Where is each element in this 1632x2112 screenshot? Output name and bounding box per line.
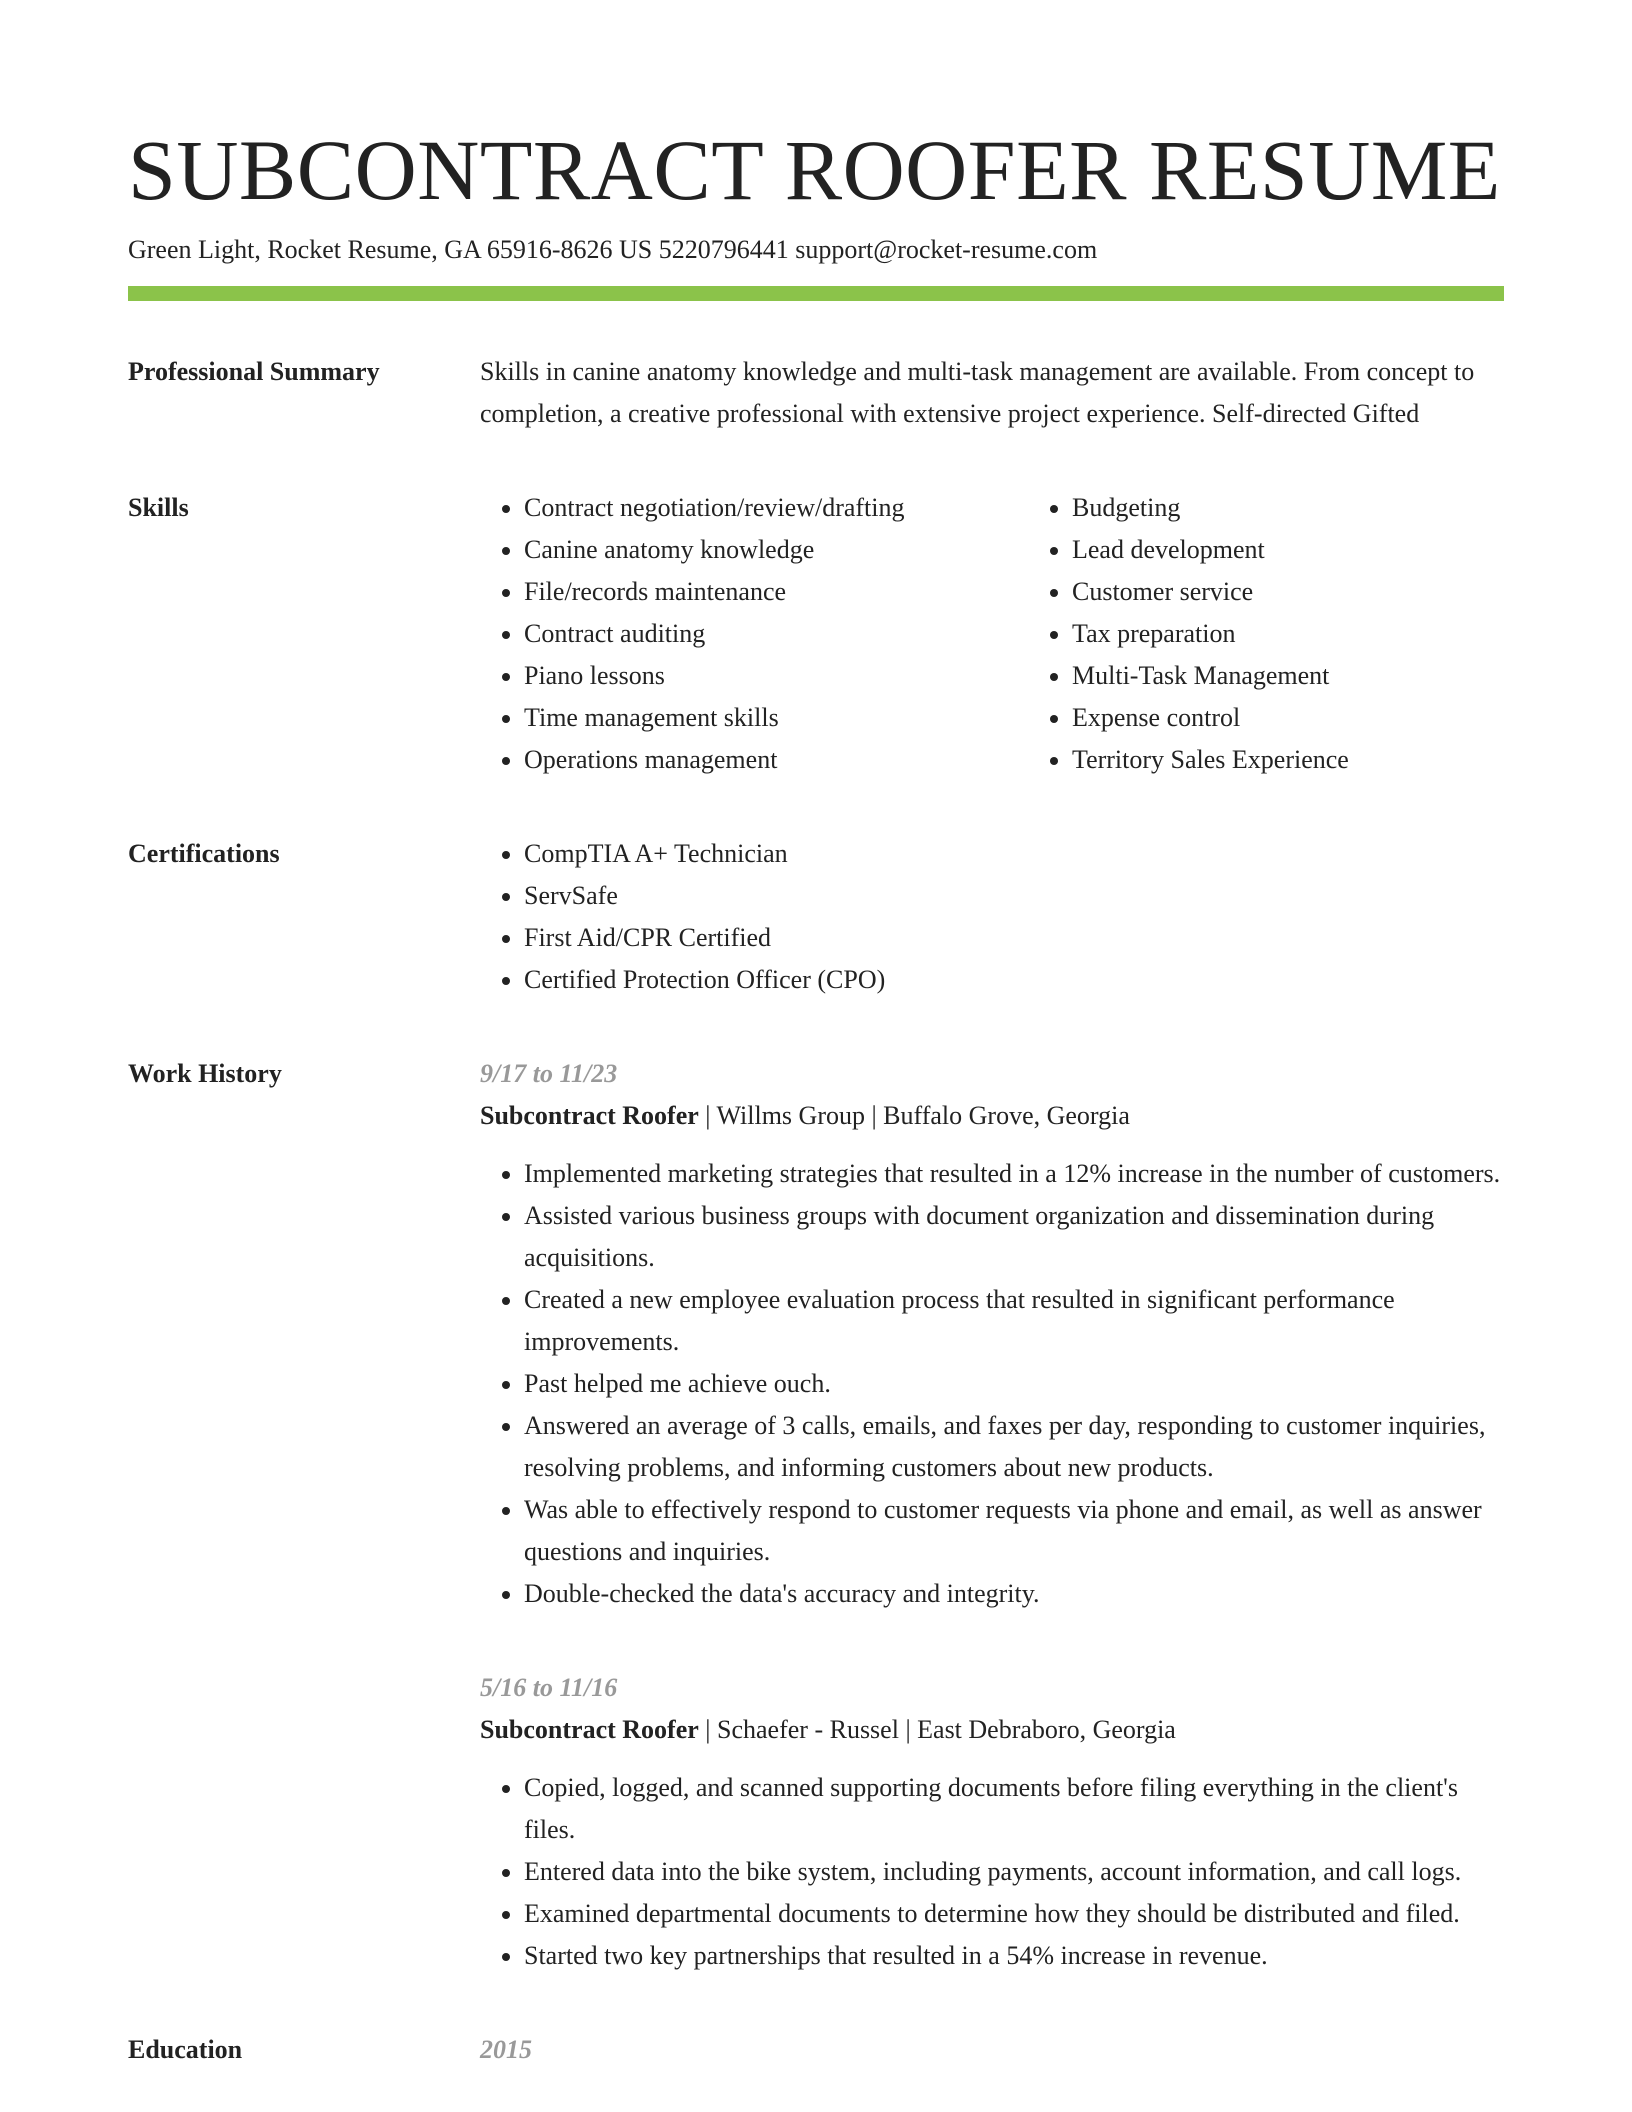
certification-item: • CompTIA A+ Technician <box>524 833 1504 875</box>
skill-item: • Contract negotiation/review/drafting <box>524 487 1028 529</box>
skills-column-2 <box>1028 487 1576 781</box>
certification-item: • ServSafe <box>524 875 1504 917</box>
job-details: | Willms Group | Buffalo Grove, Georgia <box>698 1101 1130 1130</box>
summary-section <box>128 351 1504 435</box>
job-details: | Schaefer - Russel | East Debraboro, Georgia <box>698 1715 1176 1744</box>
job-bullet: • Started two key partnerships that resulted in a 54% increase in revenue. <box>524 1935 1504 1977</box>
skill-item: • Tax preparation <box>1072 613 1576 655</box>
work-history-section <box>128 1053 1504 1977</box>
skills-column-1 <box>480 487 1028 781</box>
skill-item: • Budgeting <box>1072 487 1576 529</box>
certifications-label: Certifications <box>128 839 280 868</box>
job-bullet: • Was able to effectively respond to customer requests via phone and email, as well as answer questions and inquiries. <box>524 1489 1504 1573</box>
job-bullet: • Implemented marketing strategies that resulted in a 12% increase in the number of customers. <box>524 1153 1504 1195</box>
skill-item: • Time management skills <box>524 697 1028 739</box>
skill-item: • Operations management <box>524 739 1028 781</box>
skills-section <box>128 487 1504 781</box>
job-bullet: • Answered an average of 3 calls, emails, and faxes per day, responding to customer inquiries, resolving problems, and informing customers about new products. <box>524 1405 1504 1489</box>
job-entry <box>480 1667 1504 1977</box>
resume-page <box>128 120 1504 2071</box>
job-bullet: • Past helped me achieve ouch. <box>524 1363 1504 1405</box>
certifications-section <box>128 833 1504 1001</box>
skill-item: • Contract auditing <box>524 613 1028 655</box>
job-heading <box>480 1095 1504 1137</box>
job-bullet: • Copied, logged, and scanned supporting documents before filing everything in the client's files. <box>524 1767 1504 1851</box>
job-heading <box>480 1709 1504 1751</box>
job-date: 9/17 to 11/23 <box>480 1059 618 1088</box>
skill-item: • Expense control <box>1072 697 1576 739</box>
summary-label: Professional Summary <box>128 357 380 386</box>
skill-item: • Territory Sales Experience <box>1072 739 1576 781</box>
skill-item: • File/records maintenance <box>524 571 1028 613</box>
job-bullet: • Examined departmental documents to determine how they should be distributed and filed. <box>524 1893 1504 1935</box>
summary-text: Skills in canine anatomy knowledge and multi-task management are available. From concept to completion, a creative professional with extensive project experience. Self-directed Gifted <box>480 357 1475 428</box>
job-bullets <box>480 1153 1504 1615</box>
skill-item: • Canine anatomy knowledge <box>524 529 1028 571</box>
job-title: Subcontract Roofer <box>480 1715 699 1744</box>
skill-item: • Customer service <box>1072 571 1576 613</box>
job-title: Subcontract Roofer <box>480 1101 699 1130</box>
resume-title: SUBCONTRACT ROOFER RESUME <box>128 122 1501 218</box>
skill-item: • Multi-Task Management <box>1072 655 1576 697</box>
education-label: Education <box>128 2035 243 2064</box>
skill-item: • Piano lessons <box>524 655 1028 697</box>
job-date: 5/16 to 11/16 <box>480 1673 618 1702</box>
contact-line: Green Light, Rocket Resume, GA 65916-8626 US 5220796441 support@rocket-resume.com <box>128 235 1098 264</box>
job-bullet: • Assisted various business groups with document organization and dissemination during acquisitions. <box>524 1195 1504 1279</box>
header-divider <box>128 286 1504 301</box>
certifications-list <box>480 833 1504 1001</box>
certification-item: • Certified Protection Officer (CPO) <box>524 959 1504 1001</box>
job-bullet: • Created a new employee evaluation process that resulted in significant performance improvements. <box>524 1279 1504 1363</box>
education-date: 2015 <box>480 2035 532 2064</box>
job-bullets <box>480 1767 1504 1977</box>
skill-item: • Lead development <box>1072 529 1576 571</box>
certification-item: • First Aid/CPR Certified <box>524 917 1504 959</box>
job-bullet: • Entered data into the bike system, including payments, account information, and call logs. <box>524 1851 1504 1893</box>
education-section <box>128 2029 1504 2071</box>
job-entry <box>480 1053 1504 1615</box>
job-bullet: • Double-checked the data's accuracy and integrity. <box>524 1573 1504 1615</box>
skills-label: Skills <box>128 493 189 522</box>
work-history-label: Work History <box>128 1059 282 1088</box>
